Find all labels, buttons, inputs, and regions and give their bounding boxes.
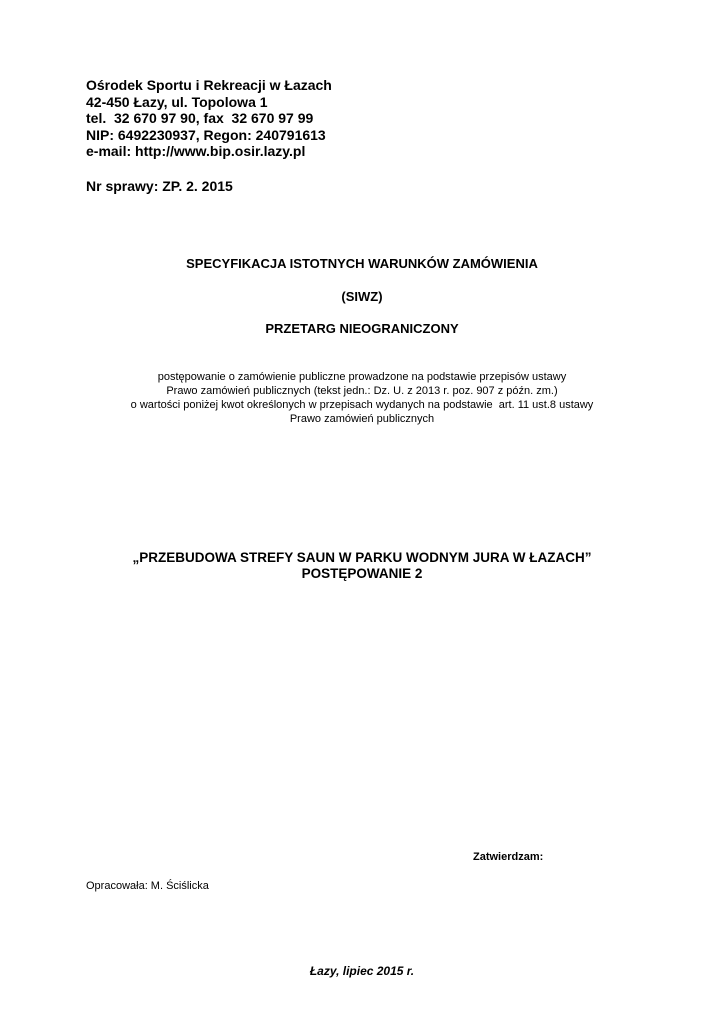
case-number: Nr sprawy: ZP. 2. 2015 [86,178,233,194]
place-and-date: Łazy, lipiec 2015 r. [309,964,415,978]
document-title: SPECYFIKACJA ISTOTNYCH WARUNKÓW ZAMÓWIENIA [186,256,538,271]
document-abbreviation: (SIWZ) [341,289,383,304]
approval-label: Zatwierdzam: [473,851,544,863]
organization-header [86,77,646,160]
legal-basis-line: Prawo zamówień publicznych [289,413,435,425]
organization-name: Ośrodek Sportu i Rekreacji w Łazach [86,77,332,93]
legal-basis [0,370,724,426]
procurement-subject [0,550,724,582]
subject-title: „PRZEBUDOWA STREFY SAUN W PARKU WODNYM JURA W ŁAZACH” [132,550,592,565]
subject-procedure-number: POSTĘPOWANIE 2 [301,566,423,581]
procedure-type: PRZETARG NIEOGRANICZONY [265,321,459,336]
organization-phone-fax: tel. 32 670 97 90, fax 32 670 97 99 [86,110,314,126]
organization-tax-ids: NIP: 6492230937, Regon: 240791613 [86,126,326,143]
legal-basis-line: postępowanie o zamówienie publiczne prowadzone na podstawie przepisów ustawy [157,371,567,383]
prepared-by: Opracowała: M. Ściślicka [86,880,209,892]
legal-basis-line: Prawo zamówień publicznych (tekst jedn.: Dz. U. z 2013 r. poz. 907 z późn. zm.) [166,385,558,397]
legal-basis-line: o wartości poniżej kwot określonych w przepisach wydanych na podstawie art. 11 ust.8 ustawy [130,399,594,411]
organization-email: e-mail: http://www.bip.osir.lazy.pl [86,143,306,159]
organization-address: 42-450 Łazy, ul. Topolowa 1 [86,93,268,110]
